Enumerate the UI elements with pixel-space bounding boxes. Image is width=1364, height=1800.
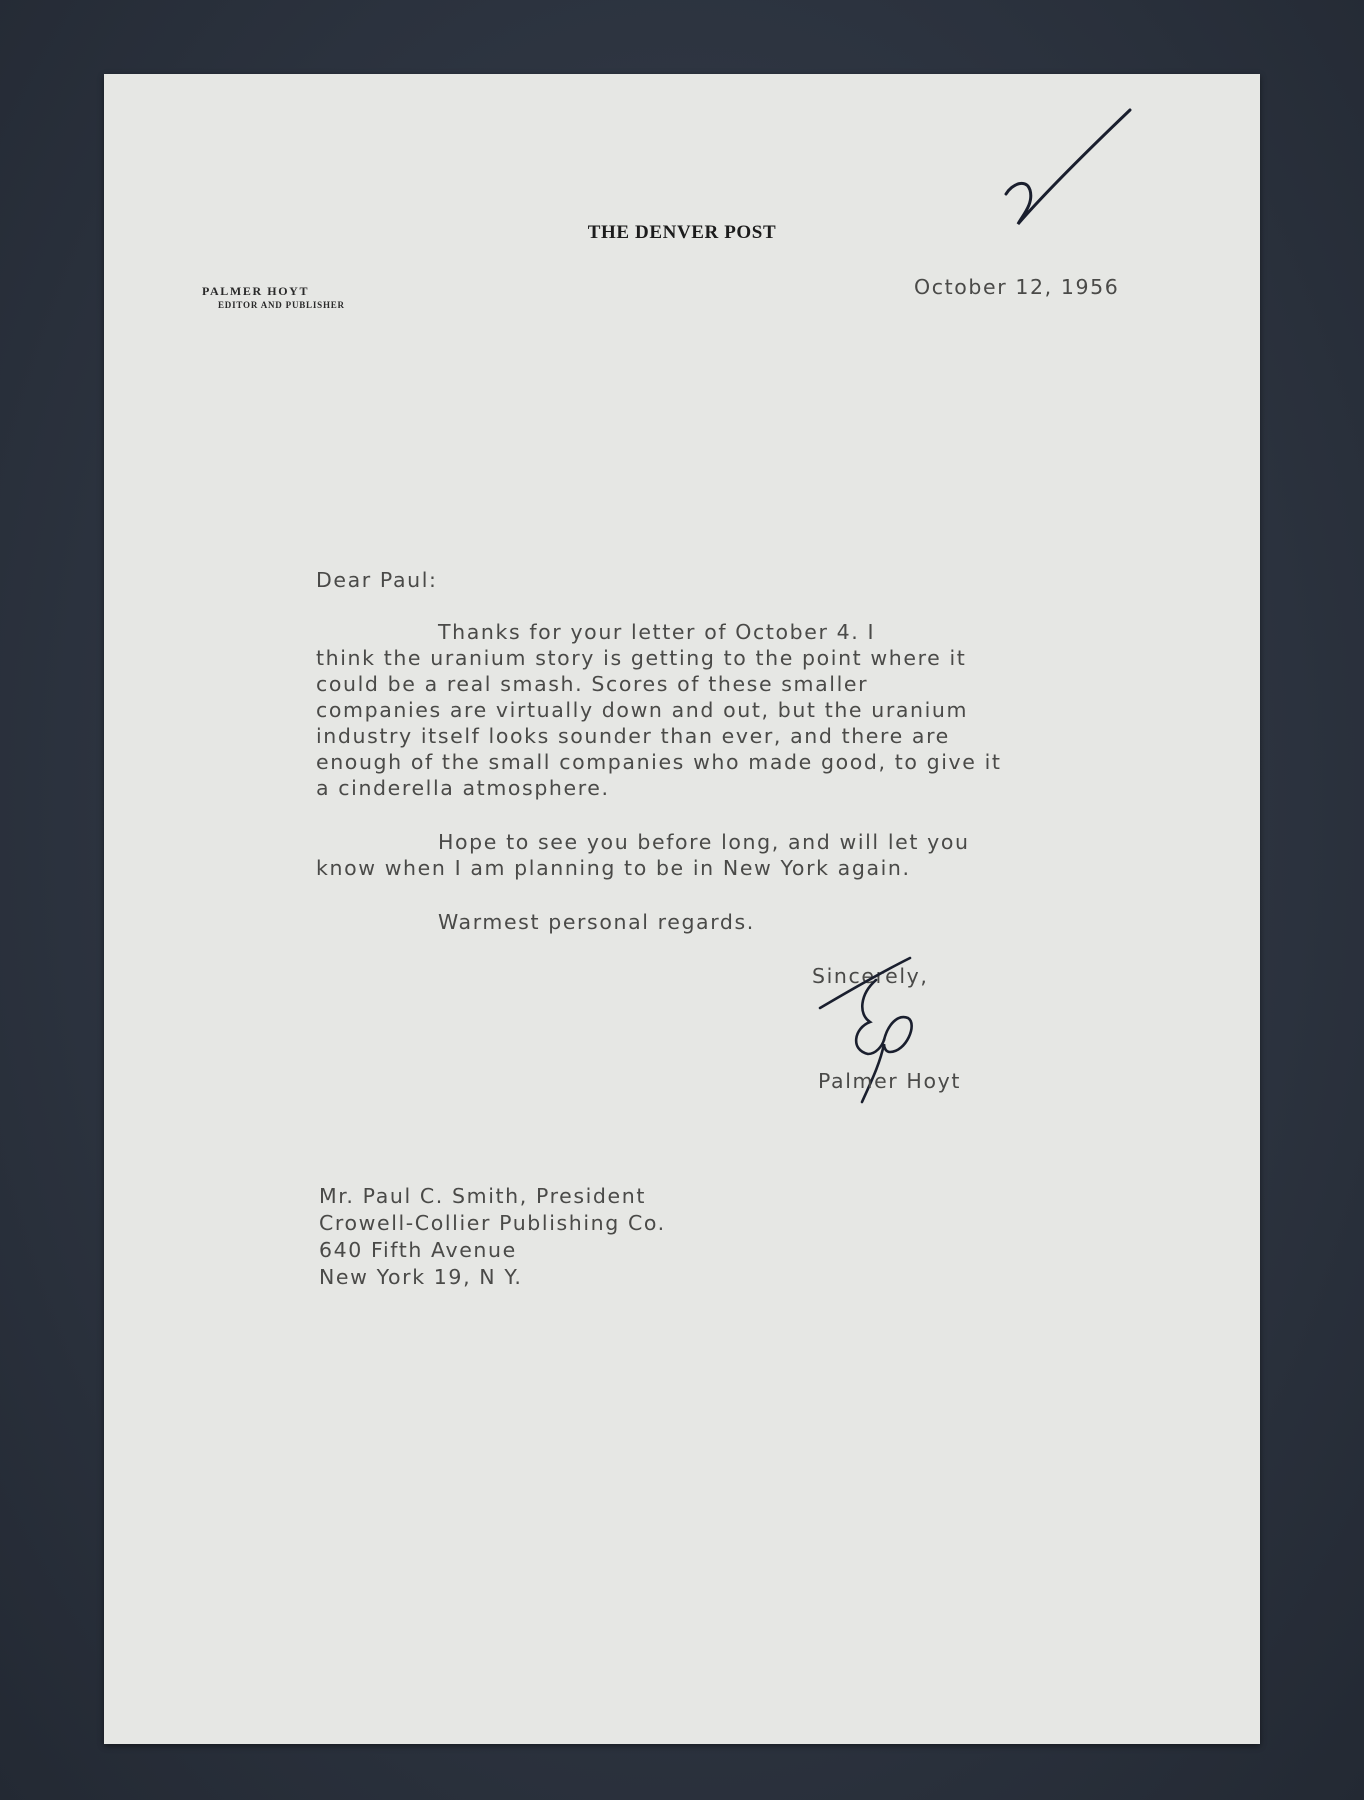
recipient-line: New York 19, N Y. [319, 1265, 523, 1289]
body-line: Thanks for your letter of October 4. I [438, 620, 876, 644]
regards-line: Warmest personal regards. [438, 910, 755, 934]
closing: Sincerely, [812, 964, 929, 988]
body-line: enough of the small companies who made good, to give it [316, 750, 1002, 774]
editor-name: PALMER HOYT [202, 284, 310, 298]
signer-name: Palmer Hoyt [818, 1069, 961, 1093]
newspaper-masthead: THE DENVER POST [587, 222, 777, 243]
body-line: industry itself looks sounder than ever, and there are [316, 724, 950, 748]
body-line: Hope to see you before long, and will let you [438, 830, 970, 854]
salutation: Dear Paul: [316, 568, 438, 592]
letter-date: October 12, 1956 [914, 275, 1120, 299]
recipient-line: Mr. Paul C. Smith, President [319, 1184, 646, 1208]
body-line: a cinderella atmosphere. [316, 776, 610, 800]
pen-check-mark [1004, 104, 1134, 234]
letter-page [104, 74, 1260, 1744]
body-line: companies are virtually down and out, but the uranium [316, 698, 969, 722]
body-line: know when I am planning to be in New York again. [316, 856, 911, 880]
recipient-line: 640 Fifth Avenue [319, 1238, 517, 1262]
editor-title: EDITOR AND PUBLISHER [218, 300, 345, 310]
body-line: could be a real smash. Scores of these smaller [316, 672, 869, 696]
body-line: think the uranium story is getting to the point where it [316, 646, 967, 670]
recipient-line: Crowell-Collier Publishing Co. [319, 1211, 666, 1235]
